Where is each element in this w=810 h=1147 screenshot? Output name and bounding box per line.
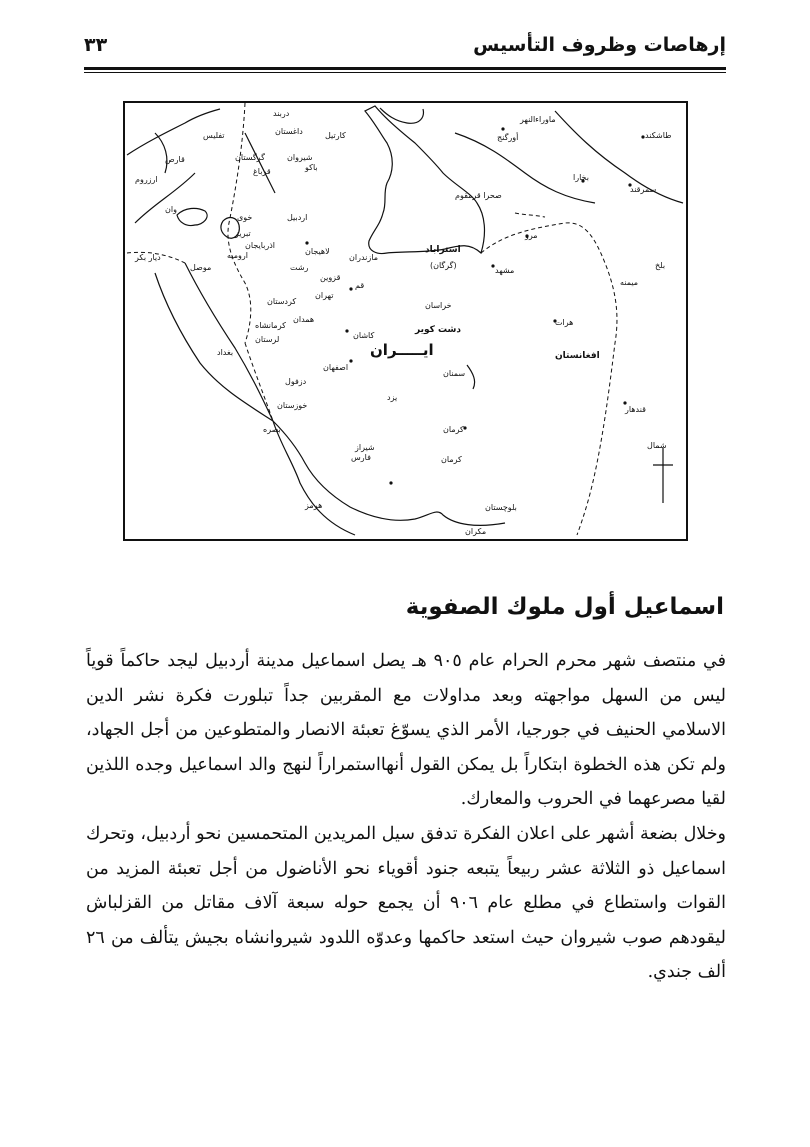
map-label: شيروان (287, 153, 313, 162)
map-label: لاهيجان (305, 247, 330, 256)
map-country-label: ايـــــران (370, 341, 434, 359)
map-label: ميمنه (620, 278, 639, 287)
lake-van (177, 208, 207, 225)
running-title: إرهاصات وظروف التأسيس (473, 34, 726, 56)
map-label: خوی (237, 213, 253, 222)
map-label: شيراز (355, 443, 375, 452)
map-label: باكو (305, 163, 318, 172)
map-label: مشهد (495, 266, 515, 275)
map-label: خراسان (425, 301, 452, 310)
map-label: ماوراءالنهر (520, 115, 556, 124)
map-drawing (125, 103, 686, 539)
map-label: بغداد (217, 348, 234, 357)
map-label: تبريز (235, 229, 251, 238)
map-label: ديار بكر (135, 253, 161, 262)
page-header (84, 28, 726, 68)
map-label: مرو (525, 231, 538, 240)
map-label: اذربايجان (245, 241, 276, 250)
map-label: افغانستان (555, 351, 600, 361)
north-arrow-icon (653, 448, 673, 503)
body-text (86, 644, 726, 990)
map-label: فارس (351, 453, 371, 462)
map-label: موصل (190, 263, 212, 272)
map-label: يزد (387, 393, 398, 402)
aral-sea (380, 108, 423, 123)
map-label: بصره (263, 425, 281, 434)
map-label: سمرقند (630, 185, 657, 194)
map-label: قم (355, 281, 365, 290)
map-label: ارزروم (135, 175, 158, 184)
map-label: بلوچستان (485, 503, 517, 512)
map-label: مكران (465, 527, 487, 536)
map-label: كرمانشاه (255, 321, 286, 330)
header-rule-thin (84, 72, 726, 73)
jaxartes-river (555, 111, 683, 203)
map-label: بلخ (655, 261, 666, 270)
map-label: كرمان (443, 425, 464, 434)
map-label: صحرا قرمقوم (455, 191, 502, 200)
map-label: تهران (315, 291, 334, 300)
page-number: ٣٣ (84, 34, 108, 56)
map-label: طاشكند (645, 131, 672, 140)
euphrates-river (155, 273, 273, 421)
map-label: دشت كوير (415, 325, 461, 335)
map-label: هرمز (305, 501, 323, 510)
map-label: اصفهان (323, 363, 349, 372)
paragraph: في منتصف شهر محرم الحرام عام ٩٠٥ هـ يصل اسماعيل مدينة أردبيل ليجد حاكماً قوياً ليس من السهل مواجهته وبعد مداولات مع المقربين جداً تبلورت فكرة نشر الدين الاسلامي الحنيف في جورجيا، الأمر الذي يسوّغ تعبئة الانصار والمتطوعين من أجل الجهاد، ولم تكن هذه الخطوة ابتكاراً بل يمكن القول أنهااستمراراً لنهج والد اسماعيل وجده اللذين لقيا مصرعهما في الحروب والمعارك. (86, 651, 726, 810)
header-rule (84, 67, 726, 70)
section-title: اسماعيل أول ملوك الصفوية (405, 594, 724, 620)
map-label: قرباغ (253, 167, 271, 176)
map-label: رشت (290, 263, 309, 272)
map-label: خوزستان (277, 401, 308, 410)
map-label: داغستان (275, 127, 303, 136)
map-label: اردبيل (287, 213, 308, 222)
map-label: استراباد (425, 245, 461, 255)
map-label: قندهار (625, 405, 646, 414)
map-label: شمال (647, 441, 667, 450)
map-label: هرات (555, 318, 574, 327)
map-label: سمنان (443, 369, 466, 378)
map-label: (گرگان) (430, 261, 457, 270)
map-label: لرستان (255, 335, 280, 344)
paragraph: وخلال بضعة أشهر على اعلان الفكرة تدفق سيل المريدين المتحمسين نحو أردبيل، وتحرك اسماعيل ذو الثلاثة عشر ربيعاً يتبعه جنود أقوياء نحو الأناضول من أجل تعبئة المزيد من القوات واستطاع في مطلع عام ٩٠٦ أن يجمع حوله سبعة آلاف مقاتل من القزلباش ليقودهم صوب شيروان حيث استعد حاكمها وعدوّه اللدود شيروانشاه بجيش يتألف من ٢٦ ألف جندي. (86, 823, 726, 983)
map-label: مازندران (349, 253, 378, 262)
map-label: دزفول (285, 377, 307, 386)
caspian-sea (365, 106, 484, 254)
map-label: كرمان (441, 455, 462, 464)
map-figure (123, 101, 688, 541)
map-label: تفليس (203, 131, 225, 140)
map-label: قارص (165, 155, 185, 164)
map-label: دربند (273, 109, 290, 118)
map-label: كاشان (353, 331, 375, 340)
map-label: قزوين (320, 273, 341, 282)
map-label: كارتيل (325, 131, 346, 140)
map-label: گرگستان (235, 153, 265, 162)
map-label: أورگنج (497, 133, 519, 142)
map-label: بخارا (573, 173, 589, 182)
map-label: اروميه (227, 251, 248, 260)
map-label: همدان (293, 315, 315, 324)
map-label: وان (165, 205, 177, 214)
map-label: كردستان (267, 297, 297, 306)
